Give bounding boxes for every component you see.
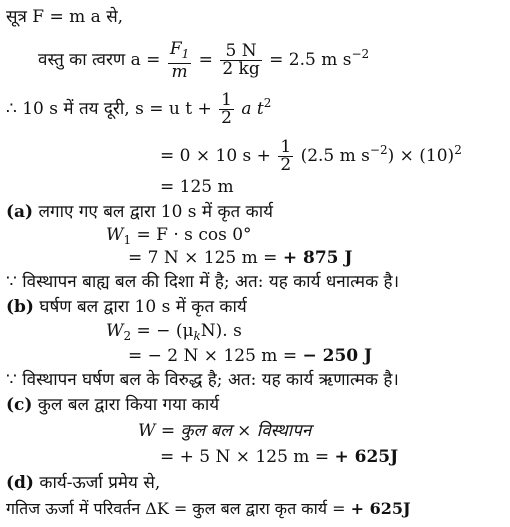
mass-denominator: 2 kg [222, 59, 260, 79]
half-numerator: 1 [221, 90, 232, 110]
f1-denominator: m [171, 61, 188, 82]
line-11-w2 [106, 320, 242, 347]
line-8-w1-value [128, 247, 352, 269]
part-d-text: कार्य-ऊर्जा प्रमेय से, [39, 473, 161, 493]
acceleration-result: = 2.5 m s [269, 50, 352, 70]
line-1-text: सूत्र F = m a से, [6, 7, 124, 27]
w-total-result: + 625J [334, 447, 399, 467]
line-6-part-a [6, 201, 273, 223]
kinetic-energy-text: गतिज ऊर्जा में परिवर्तन ΔK = कुल बल द्वारा कृत कार्य = [6, 499, 346, 518]
part-a-text: लगाए गए बल द्वारा 10 s में कृत कार्य [38, 202, 273, 222]
line-2-acceleration [38, 34, 369, 81]
half-numerator-2: 1 [280, 137, 292, 157]
line-5-result [160, 176, 234, 198]
acceleration-lhs: वस्तु का त्वरण a = [38, 50, 161, 70]
distance-value: = 125 m [160, 177, 234, 197]
line-13-negative-work [6, 369, 399, 391]
substitution-mid: (2.5 m s [300, 146, 370, 166]
acceleration-exponent: −2 [351, 47, 370, 61]
w2-formula-a: = − (μ [136, 321, 194, 341]
w1-result: + 875 J [282, 248, 353, 268]
line-12-w2-value [128, 345, 372, 367]
part-b-label: (b) [6, 297, 34, 317]
substitution-exponent-2: 2 [454, 143, 462, 157]
equals-sign: = [198, 50, 213, 70]
half-denominator-2: 2 [280, 155, 292, 175]
fraction-f1-over-m [168, 38, 191, 82]
f1-subscript: 1 [181, 46, 190, 61]
distance-lhs: ∴ 10 s में तय दूरी, s = u t + [6, 99, 212, 119]
line-9-positive-work [6, 271, 399, 293]
line-10-part-b [6, 296, 247, 318]
distance-exponent: 2 [263, 96, 272, 110]
w-total-formula: W = कुल बल × विस्थापन [138, 421, 312, 441]
line-18-kinetic-energy [6, 498, 411, 520]
w2-symbol: W [106, 321, 124, 341]
w2-calculation: = − 2 N × 125 m = [128, 346, 298, 366]
part-c-text: कुल बल द्वारा किया गया कार्य [37, 395, 220, 415]
line-14-part-c [6, 394, 219, 416]
w1-formula: = F · s cos 0° [136, 225, 252, 245]
fraction-one-half [219, 92, 234, 127]
w1-calculation: = 7 N × 125 m = [128, 248, 278, 268]
substitution-lhs: = 0 × 10 s + [160, 146, 271, 166]
w2-subscript: 2 [123, 329, 132, 343]
line-1 [6, 6, 123, 28]
w-total-calculation: = + 5 N × 125 m = [160, 447, 330, 467]
f1-numerator: F [169, 38, 182, 59]
mu-k-subscript: k [193, 329, 201, 343]
line-16-w-total-value [160, 446, 398, 468]
distance-rhs: a t [241, 99, 264, 119]
kinetic-energy-result: + 625J [350, 499, 411, 518]
w2-result: − 250 J [302, 346, 373, 366]
fraction-5n-over-2kg [220, 43, 261, 78]
positive-work-note: ∵ विस्थापन बाह्य बल की दिशा में है; अत: यह कार्य धनात्मक है। [6, 272, 400, 292]
part-d-label: (d) [6, 473, 34, 493]
line-15-w-total [138, 420, 311, 442]
line-17-part-d [6, 472, 160, 494]
force-numerator: 5 N [220, 43, 261, 61]
part-b-text: घर्षण बल द्वारा 10 s में कृत कार्य [39, 297, 247, 317]
line-4-substitution [160, 130, 462, 176]
substitution-rhs: ) × (10) [387, 146, 455, 166]
w2-formula-b: N). s [200, 321, 242, 341]
w1-symbol: W [106, 225, 124, 245]
half-denominator: 2 [221, 108, 232, 128]
negative-work-note: ∵ विस्थापन घर्षण बल के विरुद्ध है; अत: यह कार्य ऋणात्मक है। [6, 370, 399, 390]
w1-subscript: 1 [123, 233, 132, 247]
fraction-one-half-2 [278, 139, 293, 174]
part-c-label: (c) [6, 395, 33, 415]
line-3-distance [6, 83, 271, 129]
part-a-label: (a) [6, 202, 34, 222]
substitution-exponent-1: −2 [369, 143, 388, 157]
